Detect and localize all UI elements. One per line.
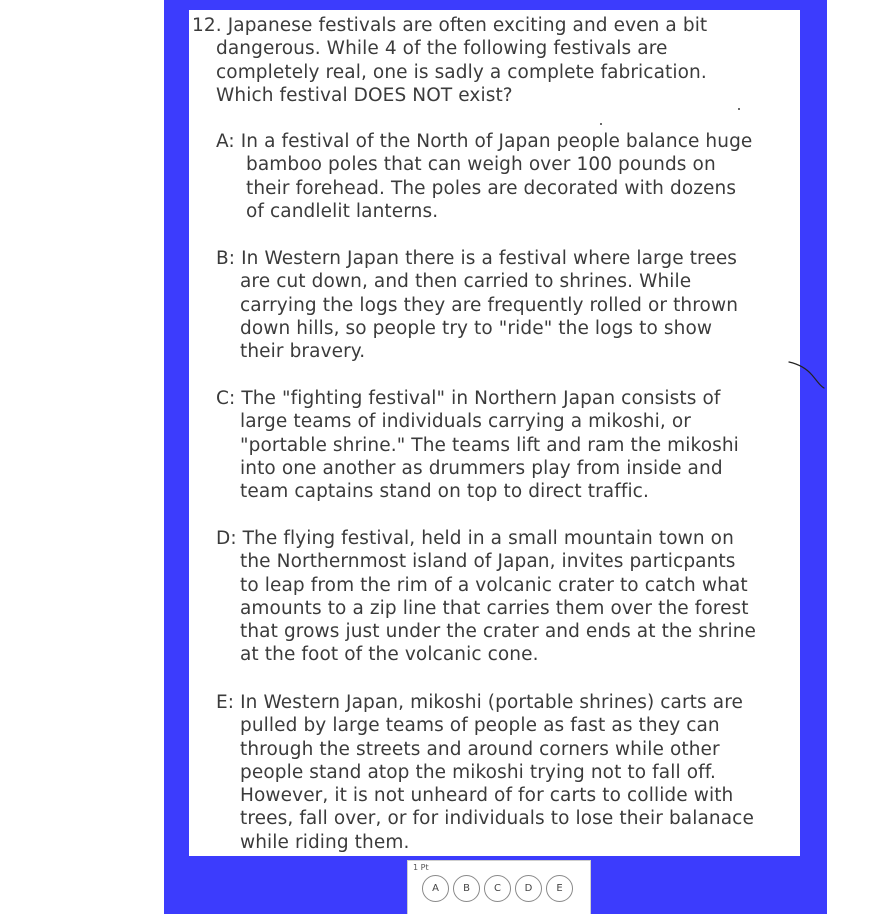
question-line: dangerous. While 4 of the following festivals are xyxy=(216,38,668,60)
stray-dot-mark xyxy=(738,108,740,110)
option-line: A: In a festival of the North of Japan people balance huge xyxy=(216,131,753,152)
option-line: trees, fall over, or for individuals to lose their balanace xyxy=(240,808,754,830)
option-line: of candlelit lanterns. xyxy=(246,200,439,222)
option-line: B: In Western Japan there is a festival where large trees xyxy=(216,248,738,269)
question-line: completely real, one is sadly a complete fabrication. xyxy=(216,61,707,83)
option-line: team captains stand on top to direct traffic. xyxy=(240,481,649,503)
answer-choice-d[interactable]: D xyxy=(515,875,542,902)
stray-dot-mark xyxy=(600,123,602,125)
option-line: at the foot of the volcanic cone. xyxy=(240,644,539,666)
option-line: down hills, so people try to "ride" the logs to show xyxy=(240,317,713,339)
option-line: to leap from the rim of a volcanic crater to catch what xyxy=(240,574,748,596)
option-line: pulled by large teams of people as fast as they can xyxy=(240,715,720,737)
answer-choice-b[interactable]: B xyxy=(453,875,480,902)
pen-annotation-icon xyxy=(788,358,828,390)
option-line: while riding them. xyxy=(240,831,410,853)
answer-choice-c[interactable]: C xyxy=(484,875,511,902)
option-line: "portable shrine." The teams lift and ram the mikoshi xyxy=(240,434,739,456)
option-line: people stand atop the mikoshi trying not to fall off. xyxy=(240,761,716,783)
question-text xyxy=(192,14,792,107)
option-a-text xyxy=(216,130,800,223)
option-line: amounts to a zip line that carries them over the forest xyxy=(240,597,749,619)
question-line: 12. Japanese festivals are often exciting and even a bit xyxy=(192,15,708,36)
question-slide xyxy=(189,10,800,856)
option-line: However, it is not unheard of for carts to collide with xyxy=(240,785,734,807)
answer-choice-e[interactable]: E xyxy=(546,875,573,902)
answer-choice-a[interactable]: A xyxy=(422,875,449,902)
option-line: into one another as drummers play from inside and xyxy=(240,457,723,479)
option-line: E: In Western Japan, mikoshi (portable shrines) carts are xyxy=(216,692,743,713)
option-line: are cut down, and then carried to shrines. While xyxy=(240,271,692,293)
option-line: their bravery. xyxy=(240,341,366,363)
option-line: their forehead. The poles are decorated with dozens xyxy=(246,177,737,199)
option-line: carrying the logs they are frequently rolled or thrown xyxy=(240,294,739,316)
option-b-text xyxy=(216,247,800,363)
option-line: C: The "fighting festival" in Northern Japan consists of xyxy=(216,388,721,409)
option-c-text xyxy=(216,387,800,503)
option-e-text xyxy=(216,691,800,854)
option-line: the Northernmost island of Japan, invites particpants xyxy=(240,551,736,573)
option-d-text xyxy=(216,527,800,667)
option-line: D: The flying festival, held in a small mountain town on xyxy=(216,528,734,549)
option-line: that grows just under the crater and ends at the shrine xyxy=(240,621,757,643)
answer-panel xyxy=(407,860,591,914)
option-line: through the streets and around corners while other xyxy=(240,738,720,760)
question-line: Which festival DOES NOT exist? xyxy=(216,84,513,106)
points-label: 1 Pt xyxy=(413,863,429,872)
option-line: bamboo poles that can weigh over 100 pounds on xyxy=(246,154,716,176)
answer-choices xyxy=(422,875,573,902)
option-line: large teams of individuals carrying a mikoshi, or xyxy=(240,411,691,433)
